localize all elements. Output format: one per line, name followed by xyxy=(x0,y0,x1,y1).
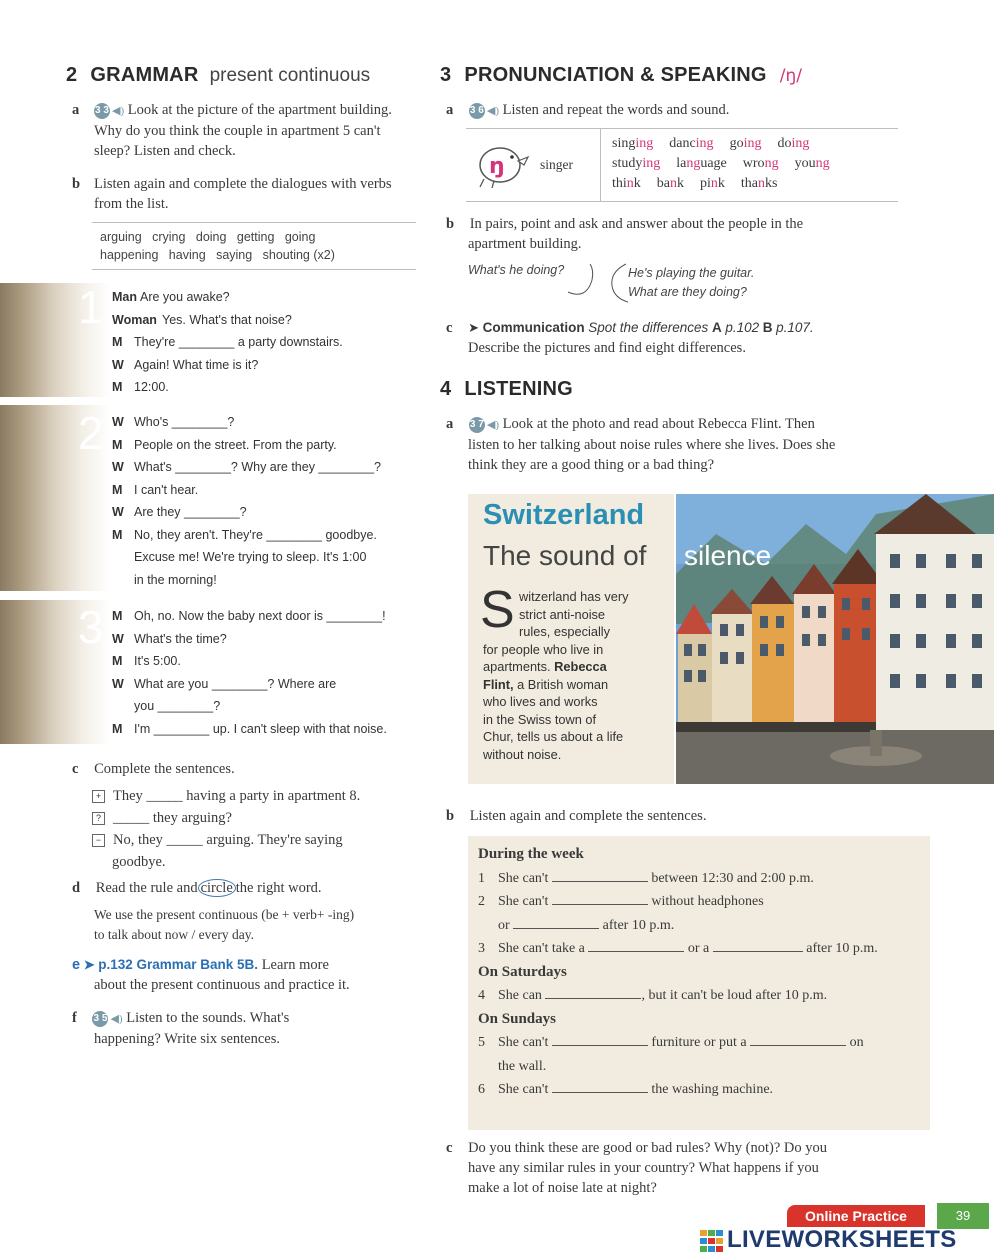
listening-a xyxy=(446,414,916,475)
article-subtitle: The sound of xyxy=(483,540,647,571)
instruction-text: Listen and repeat the words and sound. xyxy=(502,102,730,118)
page-a: p.102 xyxy=(725,320,760,335)
sound-word-item: language xyxy=(676,156,727,171)
rule-line: to talk about now / every day. xyxy=(94,927,254,942)
grammar-d xyxy=(72,878,412,898)
speaker-icon: ◀) xyxy=(486,419,499,431)
audio-icon[interactable]: 3 3 xyxy=(94,103,110,119)
item-letter: a xyxy=(446,416,454,432)
sentence: 1 She can't between 12:30 and 2:00 p.m. xyxy=(478,870,814,886)
rule-line: We use the present continuous (be + verb+ -ing) xyxy=(94,907,355,922)
liveworksheets-logo xyxy=(700,1230,724,1256)
instruction-text: In pairs, point and ask and answer about the people in the xyxy=(469,216,804,232)
answer-blank[interactable] xyxy=(545,998,641,999)
question-box-icon: ? xyxy=(92,812,105,825)
dialogue-line: W Again! What time is it? xyxy=(112,357,259,372)
section-number: 3 xyxy=(440,64,452,86)
instruction-text: the right word. xyxy=(235,880,322,896)
grammar-heading xyxy=(66,64,370,87)
answer-blank[interactable] xyxy=(513,928,599,929)
dialogue-3 xyxy=(112,605,387,740)
dialogue-line: M 12:00. xyxy=(112,380,169,394)
grammar-bank-link[interactable]: p.132 Grammar Bank 5B. xyxy=(98,957,259,972)
instruction-text: Read the rule and xyxy=(95,880,198,896)
sentence: ? _____ they arguing? xyxy=(92,807,412,829)
page-number: 39 xyxy=(937,1203,989,1229)
audio-icon[interactable]: 3 6 xyxy=(469,103,485,119)
section-number: 2 xyxy=(66,64,78,86)
instruction-text: Look at the photo and read about Rebecca Flint. Then xyxy=(502,416,815,432)
instruction-text: Listen again and complete the dialogues with verbs from the list. xyxy=(94,176,392,212)
item-letter: b xyxy=(72,176,81,192)
listening-c xyxy=(446,1138,926,1198)
instruction-text: Complete the sentences. xyxy=(94,761,235,777)
sound-word-item: dancing xyxy=(669,136,714,151)
dialogue-line: in the morning! xyxy=(134,572,217,587)
plus-box-icon: + xyxy=(92,790,105,803)
dialogue-line: M I'm ________ up. I can't sleep with that noise. xyxy=(112,721,387,736)
dialogue-line: you ________? xyxy=(134,699,221,713)
phonetic-symbol: /ŋ/ xyxy=(779,66,802,86)
brand-text: LIVEWORKSHEETS xyxy=(727,1226,957,1253)
panel-heading: During the week xyxy=(478,846,584,862)
instruction-text: Describe the pictures and find eight differences. xyxy=(468,340,746,356)
dialogue-line: M It's 5:00. xyxy=(112,654,181,668)
audio-icon[interactable]: 3 5 xyxy=(92,1011,108,1027)
item-letter: b xyxy=(446,808,455,824)
answer-blank[interactable] xyxy=(552,904,648,905)
table-divider xyxy=(600,129,601,201)
sound-words xyxy=(612,134,846,194)
sentence: 5 She can't furniture or put a on xyxy=(478,1035,864,1050)
dialogue-line: W Who's ________? xyxy=(112,415,235,429)
speech-bubble-icon xyxy=(566,262,636,310)
sound-word-item: going xyxy=(729,136,762,151)
online-practice-button[interactable]: Online Practice xyxy=(787,1205,925,1227)
dialogue-line: W What's ________? Why are they ________? xyxy=(112,460,382,474)
item-letter: c xyxy=(446,320,453,336)
verb-list-line: happening having saying shouting (x2) xyxy=(100,248,335,262)
sentence-continued: goodbye. xyxy=(112,854,166,870)
singer-bird-icon xyxy=(474,139,530,189)
drop-cap: S xyxy=(480,581,515,639)
speech-answers xyxy=(628,264,754,302)
instruction-text: make a lot of noise late at night? xyxy=(468,1180,657,1196)
speech-a1: He's playing the guitar. xyxy=(628,266,755,280)
instruction-text: Listen to the sounds. What's xyxy=(126,1010,290,1026)
instruction-text: apartment building. xyxy=(468,236,582,252)
sentence: or after 10 p.m. xyxy=(498,917,675,933)
speaker-icon: ◀) xyxy=(110,1013,123,1025)
item-letter: c xyxy=(72,761,79,777)
arrow-icon: ➤ xyxy=(468,320,479,335)
sound-word-item: pink xyxy=(700,176,725,191)
section-subtitle: present continuous xyxy=(209,65,371,86)
sentence: 3 She can't take a or a after 10 p.m. xyxy=(478,941,878,956)
arrow-icon: ➤ xyxy=(83,957,95,972)
dialogue-number: 3 xyxy=(78,601,104,653)
panel-heading: On Sundays xyxy=(478,1010,556,1027)
item-letter: f xyxy=(72,1010,77,1026)
answer-blank[interactable] xyxy=(713,951,803,952)
listening-b xyxy=(446,806,916,826)
dialogue-line: Woman Yes. What's that noise? xyxy=(112,312,292,327)
dialogue-line: Man Are you awake? xyxy=(112,290,230,304)
dialogue-line: M People on the street. From the party. xyxy=(112,437,337,452)
article-body: witzerland has very strict anti-noise rules, especially for people who live in apartments. Rebecca Flint, a British woman who lives and works in the Swiss town of Chur, tells us about a life without noise. xyxy=(483,589,629,762)
dialogue-line: M I can't hear. xyxy=(112,482,199,497)
dialogue-line: M They're ________ a party downstairs. xyxy=(112,335,343,349)
sentence: 6 She can't the washing machine. xyxy=(478,1082,774,1097)
instruction-text: think they are a good thing or a bad thing? xyxy=(468,457,715,473)
sentence: + They _____ having a party in apartment 8. xyxy=(92,785,412,807)
dialogue-line: M No, they aren't. They're ________ goodbye. xyxy=(112,527,377,542)
grammar-c-sentences xyxy=(92,785,412,873)
speech-q2: What are they doing? xyxy=(628,285,747,299)
dialogue-1 xyxy=(112,286,343,399)
instruction-text: Learn more xyxy=(261,957,329,973)
answer-blank[interactable] xyxy=(750,1045,846,1046)
sound-word-item: young xyxy=(794,156,830,171)
communication-link[interactable]: Communication xyxy=(482,320,585,335)
verb-list xyxy=(92,222,416,270)
pronunciation-heading xyxy=(440,64,802,87)
listening-heading xyxy=(440,378,573,401)
sound-table xyxy=(466,128,898,202)
chur-town-photo xyxy=(676,494,994,784)
item-letter: a xyxy=(446,102,454,118)
item-letter: b xyxy=(446,216,455,232)
dialogue-line: W What's the time? xyxy=(112,631,227,646)
grammar-e xyxy=(72,955,412,995)
grammar-c xyxy=(72,759,412,779)
answer-blank[interactable] xyxy=(552,1092,648,1093)
dialogue-2 xyxy=(112,411,381,591)
instruction-text: Spot the differences xyxy=(588,320,709,335)
audio-icon[interactable]: 3 7 xyxy=(469,417,485,433)
instruction-text: about the present continuous and practice it. xyxy=(94,977,350,993)
article-title: Switzerland xyxy=(483,499,645,531)
item-letter: d xyxy=(72,880,81,896)
instruction-text: listen to her talking about noise rules where she lives. Does she xyxy=(468,437,836,453)
word-row xyxy=(612,154,846,174)
dialogue-line: M Oh, no. Now the baby next door is ________! xyxy=(112,609,386,623)
instruction-text: have any similar rules in your country? What happens if you xyxy=(468,1160,819,1176)
instruction-text: Listen again and complete the sentences. xyxy=(469,808,707,824)
sound-word-item: doing xyxy=(777,136,810,151)
sentence: 4 She can , but it can't be loud after 10 p.m. xyxy=(478,988,828,1003)
dialogue-number: 2 xyxy=(78,407,104,459)
section-title: PRONUNCIATION & SPEAKING xyxy=(464,64,767,86)
pron-b xyxy=(446,214,906,254)
item-letter: c xyxy=(446,1140,453,1156)
section-title: LISTENING xyxy=(464,378,573,400)
sentence: − No, they _____ arguing. They're saying xyxy=(92,829,412,851)
sound-word: singer xyxy=(540,157,573,172)
sentence: the wall. xyxy=(498,1058,547,1074)
sentence: 2 She can't without headphones xyxy=(478,894,764,909)
grammar-b xyxy=(72,174,402,214)
page-b: p.107. xyxy=(776,320,814,335)
sound-word-item: bank xyxy=(656,176,684,191)
dialogue-line: Excuse me! We're trying to sleep. It's 1:00 xyxy=(134,550,367,564)
word-row xyxy=(612,174,846,194)
pron-c xyxy=(446,318,916,358)
grammar-f xyxy=(72,1008,412,1049)
word-row xyxy=(612,134,846,154)
ref-b: B xyxy=(762,320,773,335)
dialogue-line: W What are you ________? Where are xyxy=(112,676,337,691)
sound-word-item: thanks xyxy=(740,176,778,191)
sound-word-item: singing xyxy=(612,136,654,151)
sound-word-item: wrong xyxy=(742,156,779,171)
answer-blank[interactable] xyxy=(552,1045,648,1046)
liveworksheets-logo-icon xyxy=(700,1230,724,1252)
instruction-text: Look at the picture of the apartment building. Why do you think the couple in apartment 5 can't sleep? Listen and check. xyxy=(94,102,392,159)
answer-blank[interactable] xyxy=(552,881,648,882)
completion-sentences xyxy=(478,843,928,1102)
speech-q1: What's he doing? xyxy=(468,263,565,277)
panel-heading: On Saturdays xyxy=(478,963,567,980)
verb-list-line: arguing crying doing getting going xyxy=(100,230,316,244)
item-letter: e xyxy=(72,957,81,973)
item-letter: a xyxy=(72,102,80,118)
article-subtitle-highlight: silence xyxy=(684,540,772,571)
section-title: GRAMMAR xyxy=(90,64,199,86)
speaker-icon: ◀) xyxy=(112,105,125,117)
minus-box-icon: − xyxy=(92,834,105,847)
section-number: 4 xyxy=(440,378,452,400)
grammar-a xyxy=(72,100,412,161)
ref-a: A xyxy=(711,320,722,335)
dialogue-line: W Are they ________? xyxy=(112,505,247,519)
sound-word-item: studying xyxy=(612,156,661,171)
instruction-text: Do you think these are good or bad rules? Why (not)? Do you xyxy=(468,1140,827,1156)
instruction-text: happening? Write six sentences. xyxy=(94,1031,280,1047)
pron-a xyxy=(446,100,896,121)
dialogue-number: 1 xyxy=(78,281,104,333)
grammar-rule xyxy=(94,905,414,945)
circle-word: circle xyxy=(198,879,236,897)
answer-blank[interactable] xyxy=(588,951,684,952)
sound-word-item: think xyxy=(612,176,641,191)
sound-symbol: ŋ xyxy=(489,154,505,179)
speaker-icon: ◀) xyxy=(486,105,499,117)
